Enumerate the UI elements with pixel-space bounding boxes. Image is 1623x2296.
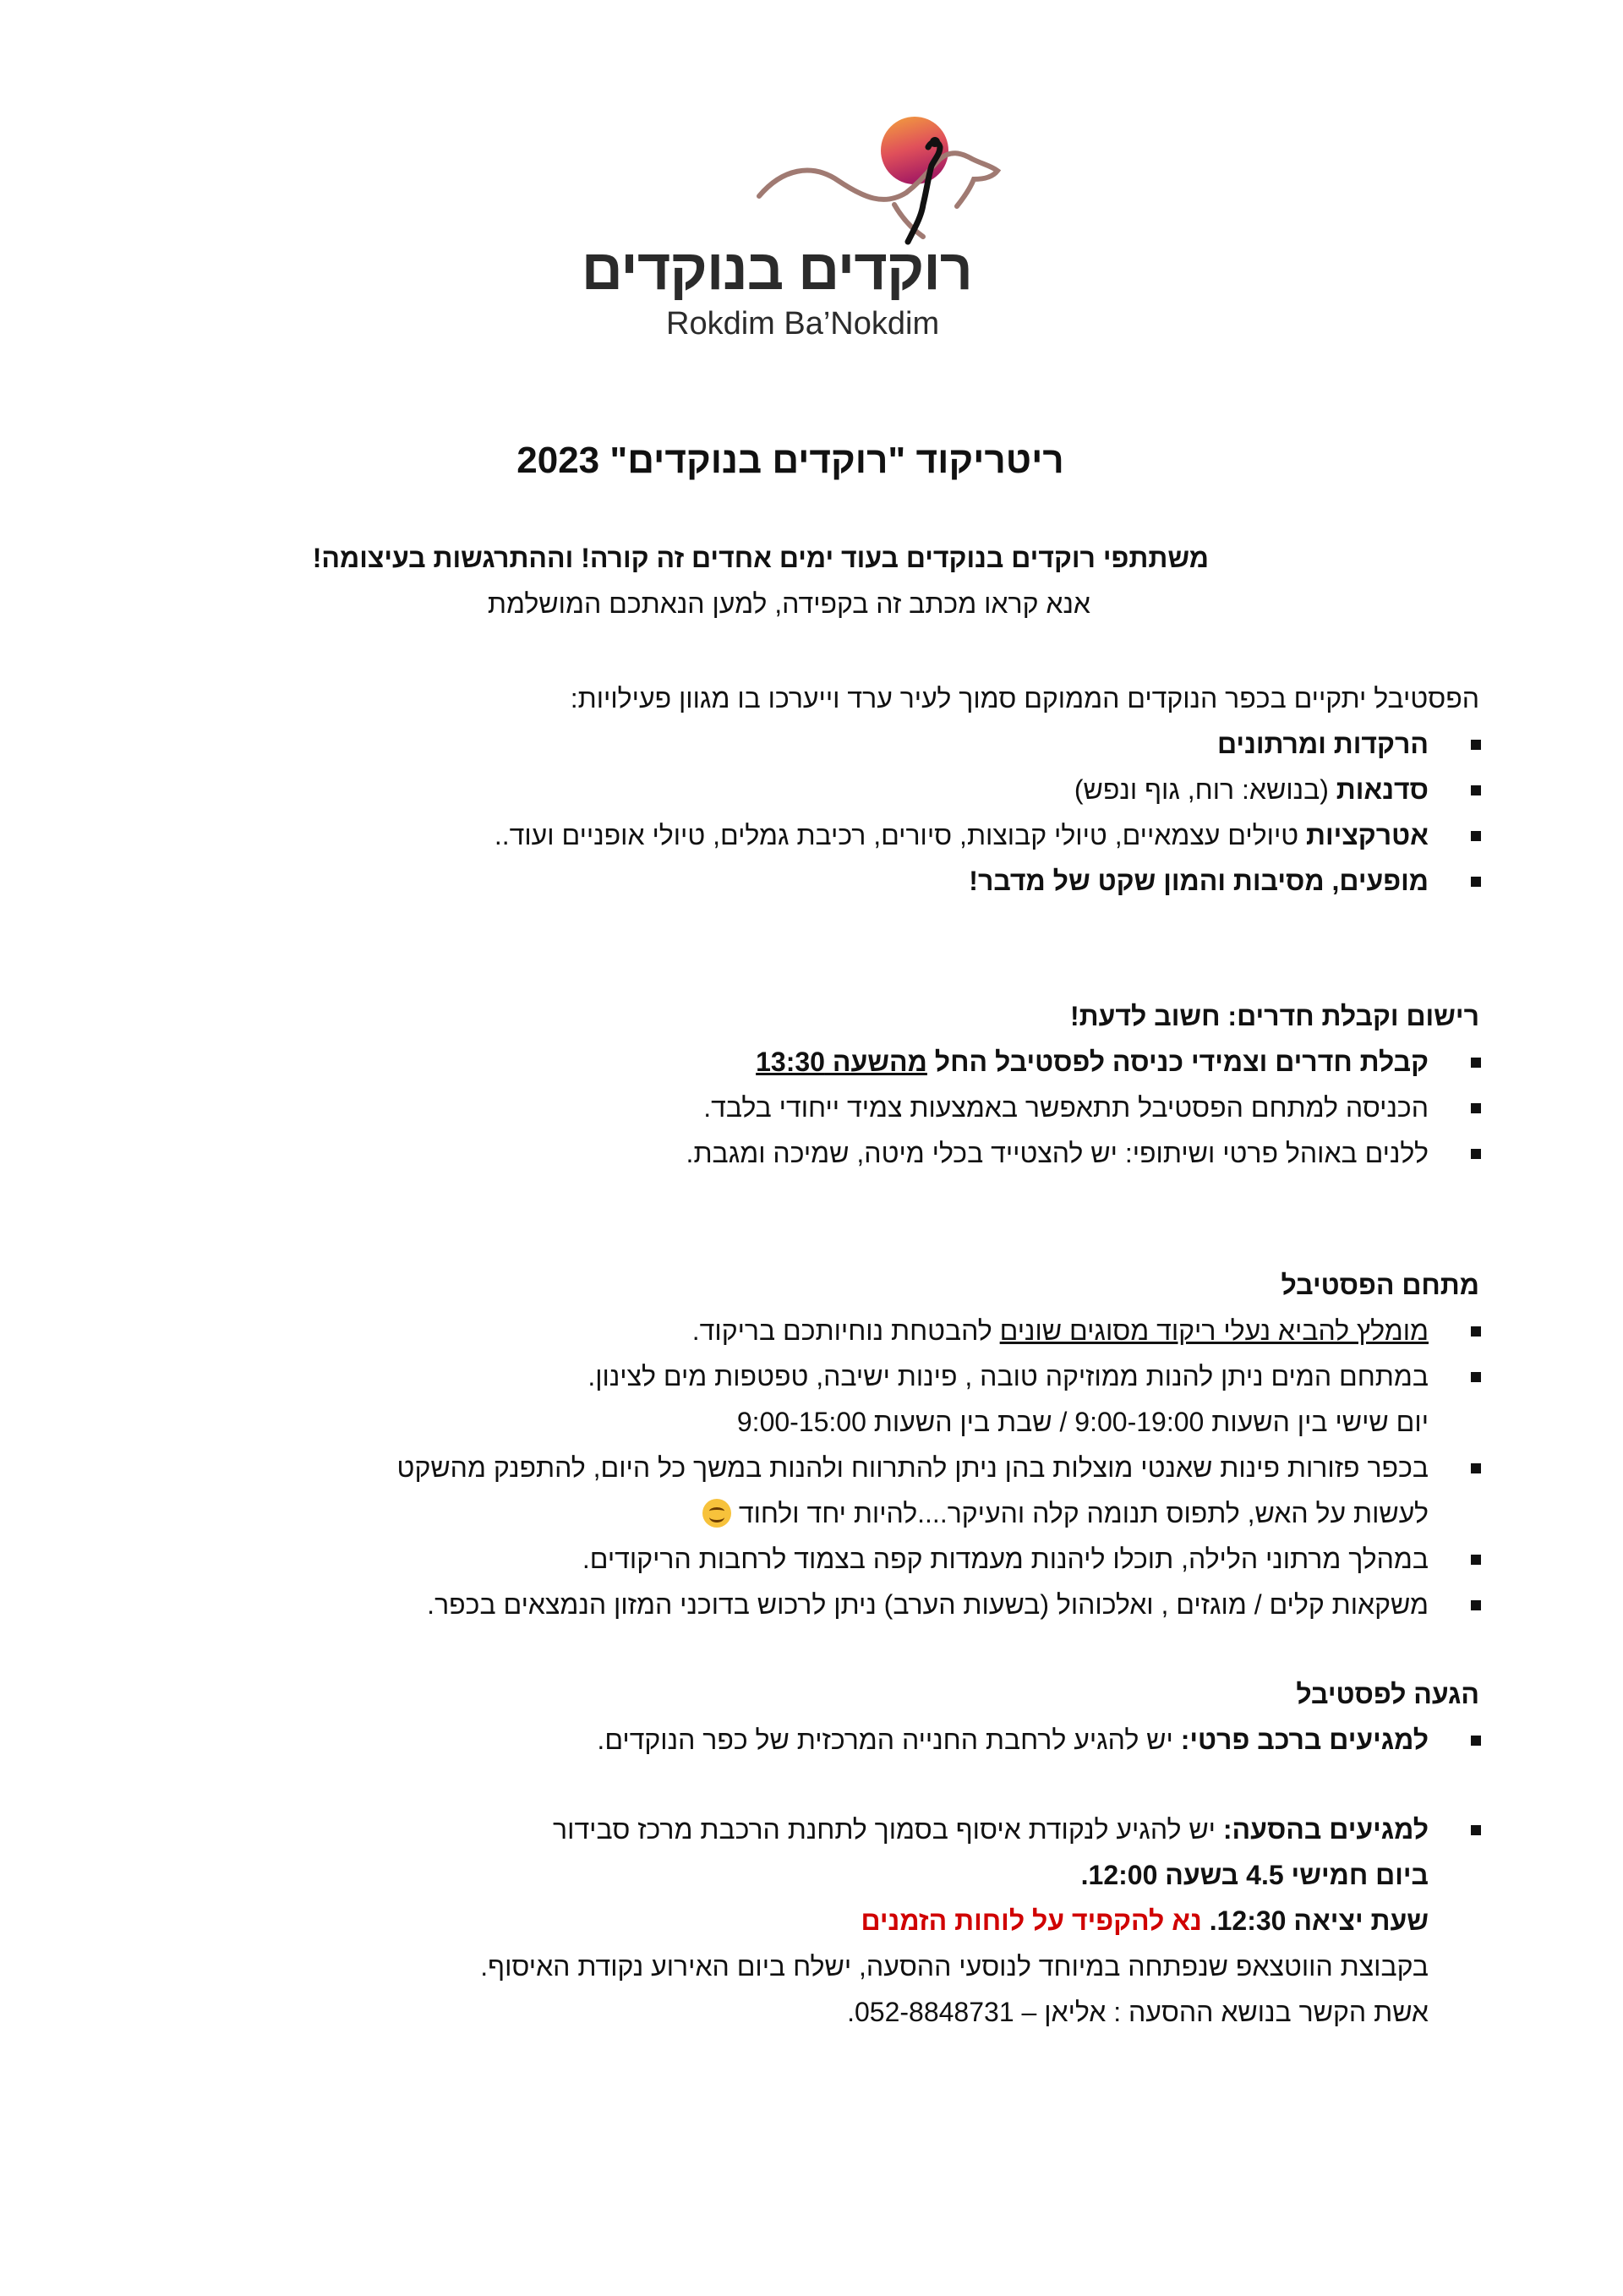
list-item: [427, 1588, 1429, 1621]
arrival-bus-bold: למגיעים בהסעה:: [1222, 1814, 1429, 1845]
compound-item-2-hours: יום שישי בין השעות 9:00-19:00 / שבת בין השעות 9:00-15:00: [736, 1407, 1429, 1437]
document-body: [93, 0, 1479, 2296]
list-item: [587, 1359, 1429, 1393]
compound-item-2: במתחם המים ניתן להנות ממוזיקה טובה , פינות ישיבה, טפטפות מים לצינון.: [587, 1361, 1429, 1391]
compound-item-3-line-1: בכפר פזורות פינות שאנטי מוצלות בהן ניתן להתרווח ולהנות במשך כל היום, להתפנק מהשקט: [396, 1452, 1429, 1483]
logo-hebrew-text: רוקדים בנוקדים: [581, 238, 972, 302]
list-item: [1217, 727, 1429, 761]
list-item: [703, 1091, 1429, 1124]
list-item: [582, 1542, 1429, 1576]
compound-item-3-line-2: לעשות על האש, לתפוס תנומה קלה והעיקר....להיות יחד ולחוד: [738, 1498, 1429, 1528]
festival-item-1-bold: הרקדות ומרתונים: [1217, 729, 1429, 759]
page-title: ריטריקוד "רוקדים בנוקדים" 2023: [516, 440, 1064, 481]
arrival-departure-time: שעת יציאה 12:30.: [1209, 1905, 1429, 1936]
list-item: [686, 1136, 1429, 1170]
list-item: [969, 864, 1429, 898]
list-item: [692, 1314, 1429, 1348]
arrival-whatsapp-note: בקבוצת הווטצאפ שנפתחה במיוחד לנוסעי ההסעה, ישלח ביום האירוע נקודת האיסוף.: [480, 1951, 1429, 1982]
arrival-bus-date: ביום חמישי 4.5 בשעה 12:00.: [1080, 1860, 1429, 1890]
festival-lead: הפסטיבל יתקיים בכפר הנוקדים הממוקם סמוך לעיר ערד וייערכו בו מגוון פעילויות:: [570, 683, 1479, 713]
list-item: [397, 1451, 1429, 1484]
list-item: [756, 1045, 1429, 1079]
festival-item-2-text: (בנושא: רוח, גוף ונפש): [1074, 774, 1336, 805]
festival-item-2-bold: סדנאות: [1336, 774, 1429, 805]
compound-item-1-underlined: מומלץ להביא נעלי ריקוד מסוגים שונים: [999, 1315, 1429, 1346]
registration-item-1-time: מהשעה 13:30: [756, 1047, 927, 1077]
smiling-face-icon: [702, 1499, 731, 1528]
arrival-car-text: יש להגיע לרחבת החנייה המרכזית של כפר הנוקדים.: [597, 1725, 1181, 1755]
intro-subline: אנא קראו מכתב זה בקפידה, למען הנאתכם המושלמת: [487, 588, 1090, 619]
registration-item-2: הכניסה למתחם הפסטיבל תתאפשר באמצעות צמיד ייחודי בלבד.: [703, 1092, 1429, 1123]
festival-item-3-text: טיולים עצמאיים, טיולי קבוצות, סיורים, רכיבת גמלים, טיולי אופניים ועוד..: [494, 820, 1307, 850]
list-item: [553, 1812, 1429, 1846]
intro-headline: משתתפי רוקדים בנוקדים בעוד ימים אחדים זה קורה! וההתרגשות בעיצומה!: [312, 543, 1209, 573]
arrival-departure-warning: נא להקפיד על לוחות הזמנים: [861, 1905, 1210, 1936]
arrival-contact: אשת הקשר בנושא ההסעה : אליאן – 052-8848731.: [847, 1997, 1429, 2027]
arrival-bus-text: יש להגיע לנקודת איסוף בסמוך לתחנת הרכבת מרכז סבידור: [553, 1814, 1223, 1845]
arrival-departure: [861, 1904, 1429, 1938]
festival-item-4-bold: מופעים, מסיבות והמון שקט של מדבר!: [969, 866, 1429, 896]
logo-english-text: Rokdim Ba’Nokdim: [666, 306, 940, 342]
festival-item-3-bold: אטרקציות: [1306, 820, 1429, 850]
arrival-car-bold: למגיעים ברכב פרטי:: [1180, 1725, 1429, 1755]
registration-item-1-bold: קבלת חדרים וצמידי כניסה לפסטיבל החל: [926, 1047, 1429, 1077]
list-item: [597, 1723, 1429, 1757]
arrival-heading: הגעה לפסטיבל: [1296, 1679, 1479, 1709]
registration-item-3: ללנים באוהל פרטי ושיתופי: יש להצטייד בכלי מיטה, שמיכה ומגבת.: [686, 1138, 1429, 1168]
compound-heading: מתחם הפסטיבל: [1281, 1270, 1479, 1300]
compound-item-5: משקאות קלים / מוגזים , ואלכוהול (בשעות הערב) ניתן לרכוש בדוכני המזון הנמצאים בכפר.: [427, 1589, 1429, 1620]
compound-item-1-text: להבטחת נוחיותכם בריקוד.: [691, 1315, 1000, 1346]
registration-heading: רישום וקבלת חדרים: חשוב לדעת!: [1070, 1001, 1479, 1031]
compound-item-4: במהלך מרתוני הלילה, תוכלו ליהנות מעמדות קפה בצמוד לרחבות הריקודים.: [582, 1544, 1429, 1574]
compound-item-3-line-2-wrap: [697, 1496, 1429, 1530]
list-item: [495, 818, 1429, 852]
list-item: [1074, 773, 1429, 806]
